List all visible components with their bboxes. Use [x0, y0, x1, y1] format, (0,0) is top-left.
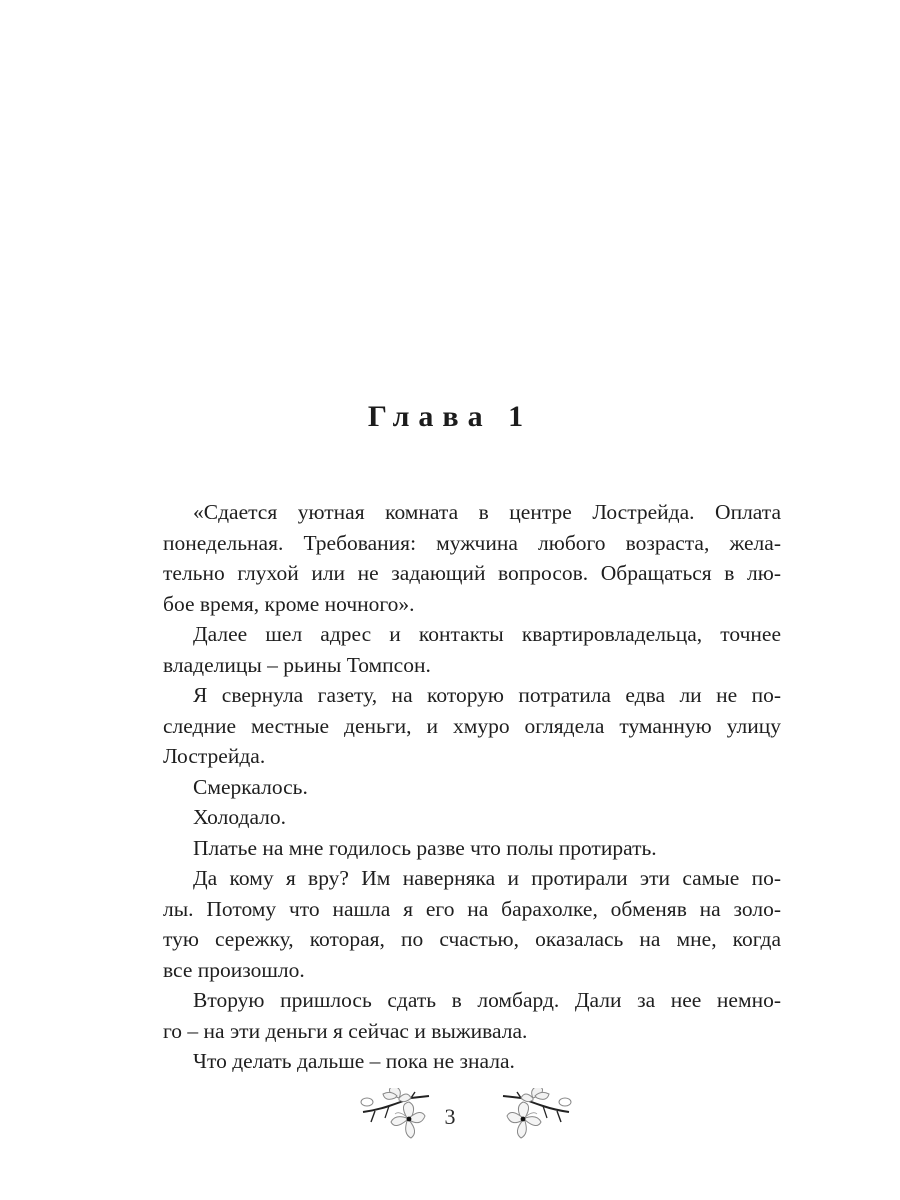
- chapter-body: [163, 497, 781, 1077]
- magnolia-branch-icon: [355, 1088, 435, 1148]
- text-line: тельно глухой или не задающий вопросов. Обращаться в лю-: [163, 561, 781, 585]
- text-line: Холодало.: [193, 805, 287, 829]
- text-line: Я свернула газету, на которую потратила едва ли не по-: [193, 683, 781, 707]
- text-line: Далее шел адрес и контакты квартировладельца, точнее: [193, 622, 781, 646]
- text-line: Вторую пришлось сдать в ломбард. Дали за нее немно-: [193, 988, 781, 1012]
- text-line: го – на эти деньги я сейчас и выживала.: [163, 1018, 528, 1043]
- text-line: следние местные деньги, и хмуро оглядела туманную улицу: [163, 713, 781, 738]
- text-line: тую сережку, которая, по счастью, оказалась на мне, когда: [163, 927, 781, 951]
- chapter-title: Глава 1: [367, 400, 533, 433]
- text-line: понедельная. Требования: мужчина любого возраста, жела-: [163, 530, 781, 555]
- text-line: Платье на мне годилось разве что полы протирать.: [193, 835, 657, 860]
- text-line: владелицы – рьины Томпсон.: [163, 652, 431, 677]
- magnolia-branch-icon: [497, 1088, 577, 1148]
- page-footer: [0, 1088, 900, 1148]
- text-line: «Сдается уютная комната в центре Лострейда. Оплата: [193, 500, 781, 524]
- text-line: Да кому я вру? Им наверняка и протирали эти самые по-: [193, 866, 781, 890]
- text-line: Смеркалось.: [193, 774, 308, 799]
- text-line: Лострейда.: [163, 744, 266, 768]
- page-number: 3: [444, 1104, 456, 1129]
- text-line: лы. Потому что нашла я его на барахолке, обменяв на золо-: [163, 896, 781, 921]
- text-line: все произошло.: [163, 957, 305, 982]
- text-line: Что делать дальше – пока не знала.: [193, 1049, 515, 1073]
- text-line: бое время, кроме ночного».: [163, 591, 415, 616]
